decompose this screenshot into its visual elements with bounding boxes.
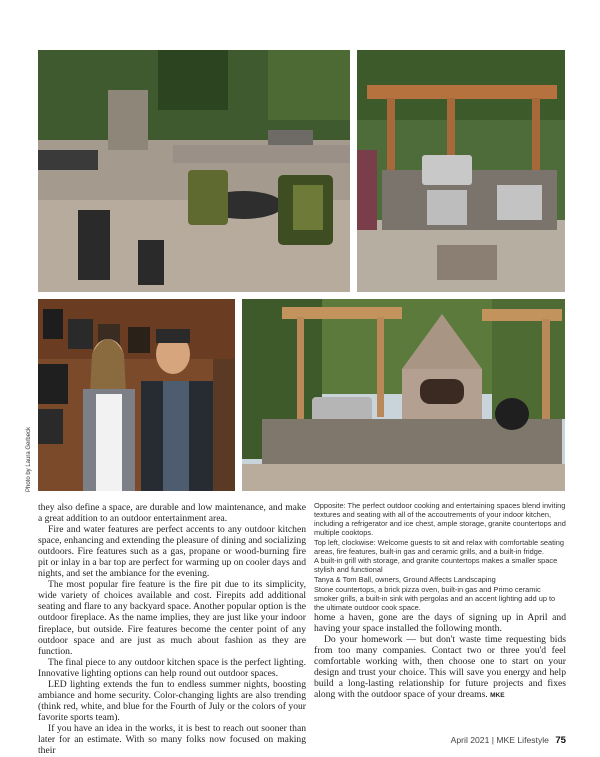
publication-name: MKE Lifestyle bbox=[496, 735, 549, 745]
body-paragraph: home a haven, gone are the days of signing up in April and having your space installed the following month. bbox=[314, 612, 566, 635]
body-paragraph: The final piece to any outdoor kitchen space is the perfect lighting. Innovative lighting options can help round out outdoor spaces. bbox=[38, 656, 306, 679]
caption: Opposite: The perfect outdoor cooking and entertaining spaces blend inviting textures and seating with all of the accoutrements of your indoor kitchen, including a refrigerator and ice chest, ample storage, granite countertops and multiple cooktops. bbox=[314, 501, 566, 537]
body-paragraph: The most popular fire feature is the fire pit due to its simplicity, wide variety of choices available and cost. Firepits add additional seating and flare to any backyard space. Another popular option is the outdoor fireplace. As the name implies, they are just like your indoor fireplace, but outside. Fire features become the center point of any outdoor space and are just as much about fashion as they are function. bbox=[38, 579, 307, 657]
caption: Stone countertops, a brick pizza oven, built-in gas and Primo ceramic smoker grills, a built-in sink with pergolas and an accent lighting add up to the ultimate outdoor cook space. bbox=[314, 585, 556, 612]
body-paragraph bbox=[314, 634, 566, 701]
pizza-oven-photo bbox=[242, 299, 565, 491]
photo-credit: Photo by Laura Gerbeck bbox=[26, 426, 32, 492]
body-paragraph-text: Do your homework — but don't waste time requesting bids from too many companies. Contact two or three you'd feel comfortable working with, then choose one to start on your design and trust your choice. This will save you energy and help build a long-lasting relationship for future projects and fixes along with the outdoor space of your dreams. bbox=[314, 634, 566, 701]
body-paragraph: If you have an idea in the works, it is best to reach out sooner than later for an estimate. With so many folks now focused on making their bbox=[38, 722, 306, 757]
body-paragraph: Fire and water features are perfect accents to any outdoor kitchen space, enhancing and extending the pleasure of dining and socializing outdoors. Fire features such as a gas, propane or wood-burning fire pit or inlay in a bar top are perfect for warming up on cooler days and nights, and set the ambiance for the evening. bbox=[38, 524, 307, 580]
owners-portrait-photo bbox=[38, 299, 235, 491]
body-paragraph: they also define a space, are durable and low maintenance, and make a great addition to an outdoor entertainment area. bbox=[38, 502, 306, 525]
caption: Tanya & Tom Ball, owners, Ground Affects Landscaping bbox=[314, 575, 496, 585]
signoff-mark: MKE bbox=[490, 692, 505, 700]
photo-captions bbox=[314, 502, 566, 614]
page-number: 75 bbox=[555, 735, 566, 746]
body-column-left bbox=[38, 502, 306, 756]
caption: A built-in grill with storage, and granite countertops makes a smaller space stylish and functional bbox=[314, 556, 558, 575]
pergola-grill-photo bbox=[357, 50, 565, 292]
patio-firepit-photo bbox=[38, 50, 350, 292]
body-column-right bbox=[314, 612, 566, 701]
footer-separator: | bbox=[491, 735, 494, 745]
page-footer bbox=[451, 735, 566, 746]
caption: Top left, clockwise: Welcome guests to sit and relax with comfortable seating areas, fire features, built-in gas and ceramic grills, and a built-in fridge. bbox=[314, 537, 565, 556]
issue-date: April 2021 bbox=[450, 735, 490, 745]
body-paragraph: LED lighting extends the fun to endless summer nights, boosting ambiance and home security. Color-changing lights are also trending (think red, white, and blue for the Fourth of July or the colors of your favorite sports team). bbox=[38, 678, 306, 723]
